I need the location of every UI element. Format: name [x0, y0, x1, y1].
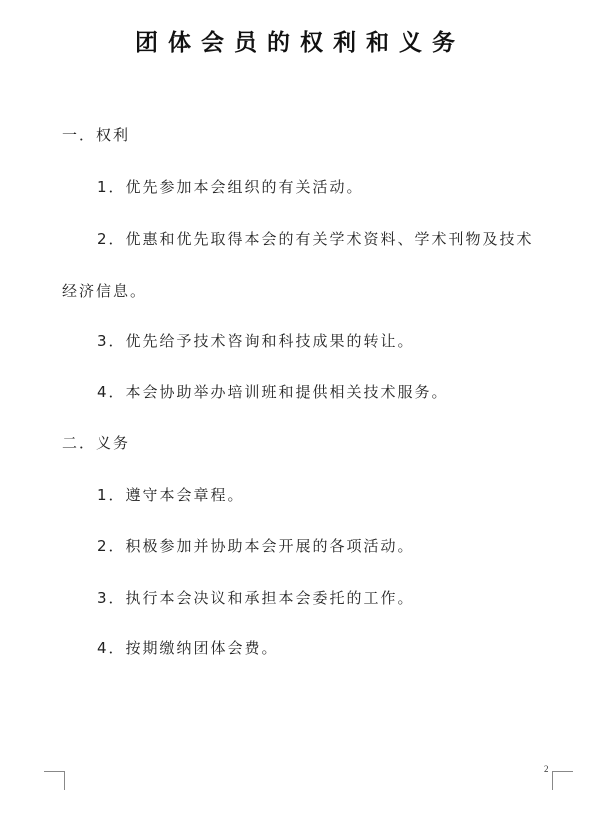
rights-item-2: 2．优惠和优先取得本会的有关学术资料、学术刊物及技术: [97, 230, 534, 248]
obligations-item-4: 4．按期缴纳团体会费。: [97, 639, 279, 657]
page-number: 2: [544, 764, 549, 774]
page-title: 团体会员的权利和义务: [135, 30, 465, 56]
margin-corner-mark-left: [44, 771, 65, 790]
rights-item-1: 1．优先参加本会组织的有关活动。: [97, 178, 364, 196]
section-heading-obligations: 二．义务: [62, 434, 131, 452]
rights-item-4: 4．本会协助举办培训班和提供相关技术服务。: [97, 383, 449, 401]
obligations-item-2: 2．积极参加并协助本会开展的各项活动。: [97, 537, 415, 555]
obligations-item-1: 1．遵守本会章程。: [97, 486, 245, 504]
section-heading-rights: 一．权利: [62, 126, 131, 144]
obligations-item-3: 3．执行本会决议和承担本会委托的工作。: [97, 589, 415, 607]
margin-corner-mark-right: [552, 771, 573, 790]
rights-item-2-continuation: 经济信息。: [62, 282, 148, 300]
rights-item-3: 3．优先给予技术咨询和科技成果的转让。: [97, 332, 415, 350]
